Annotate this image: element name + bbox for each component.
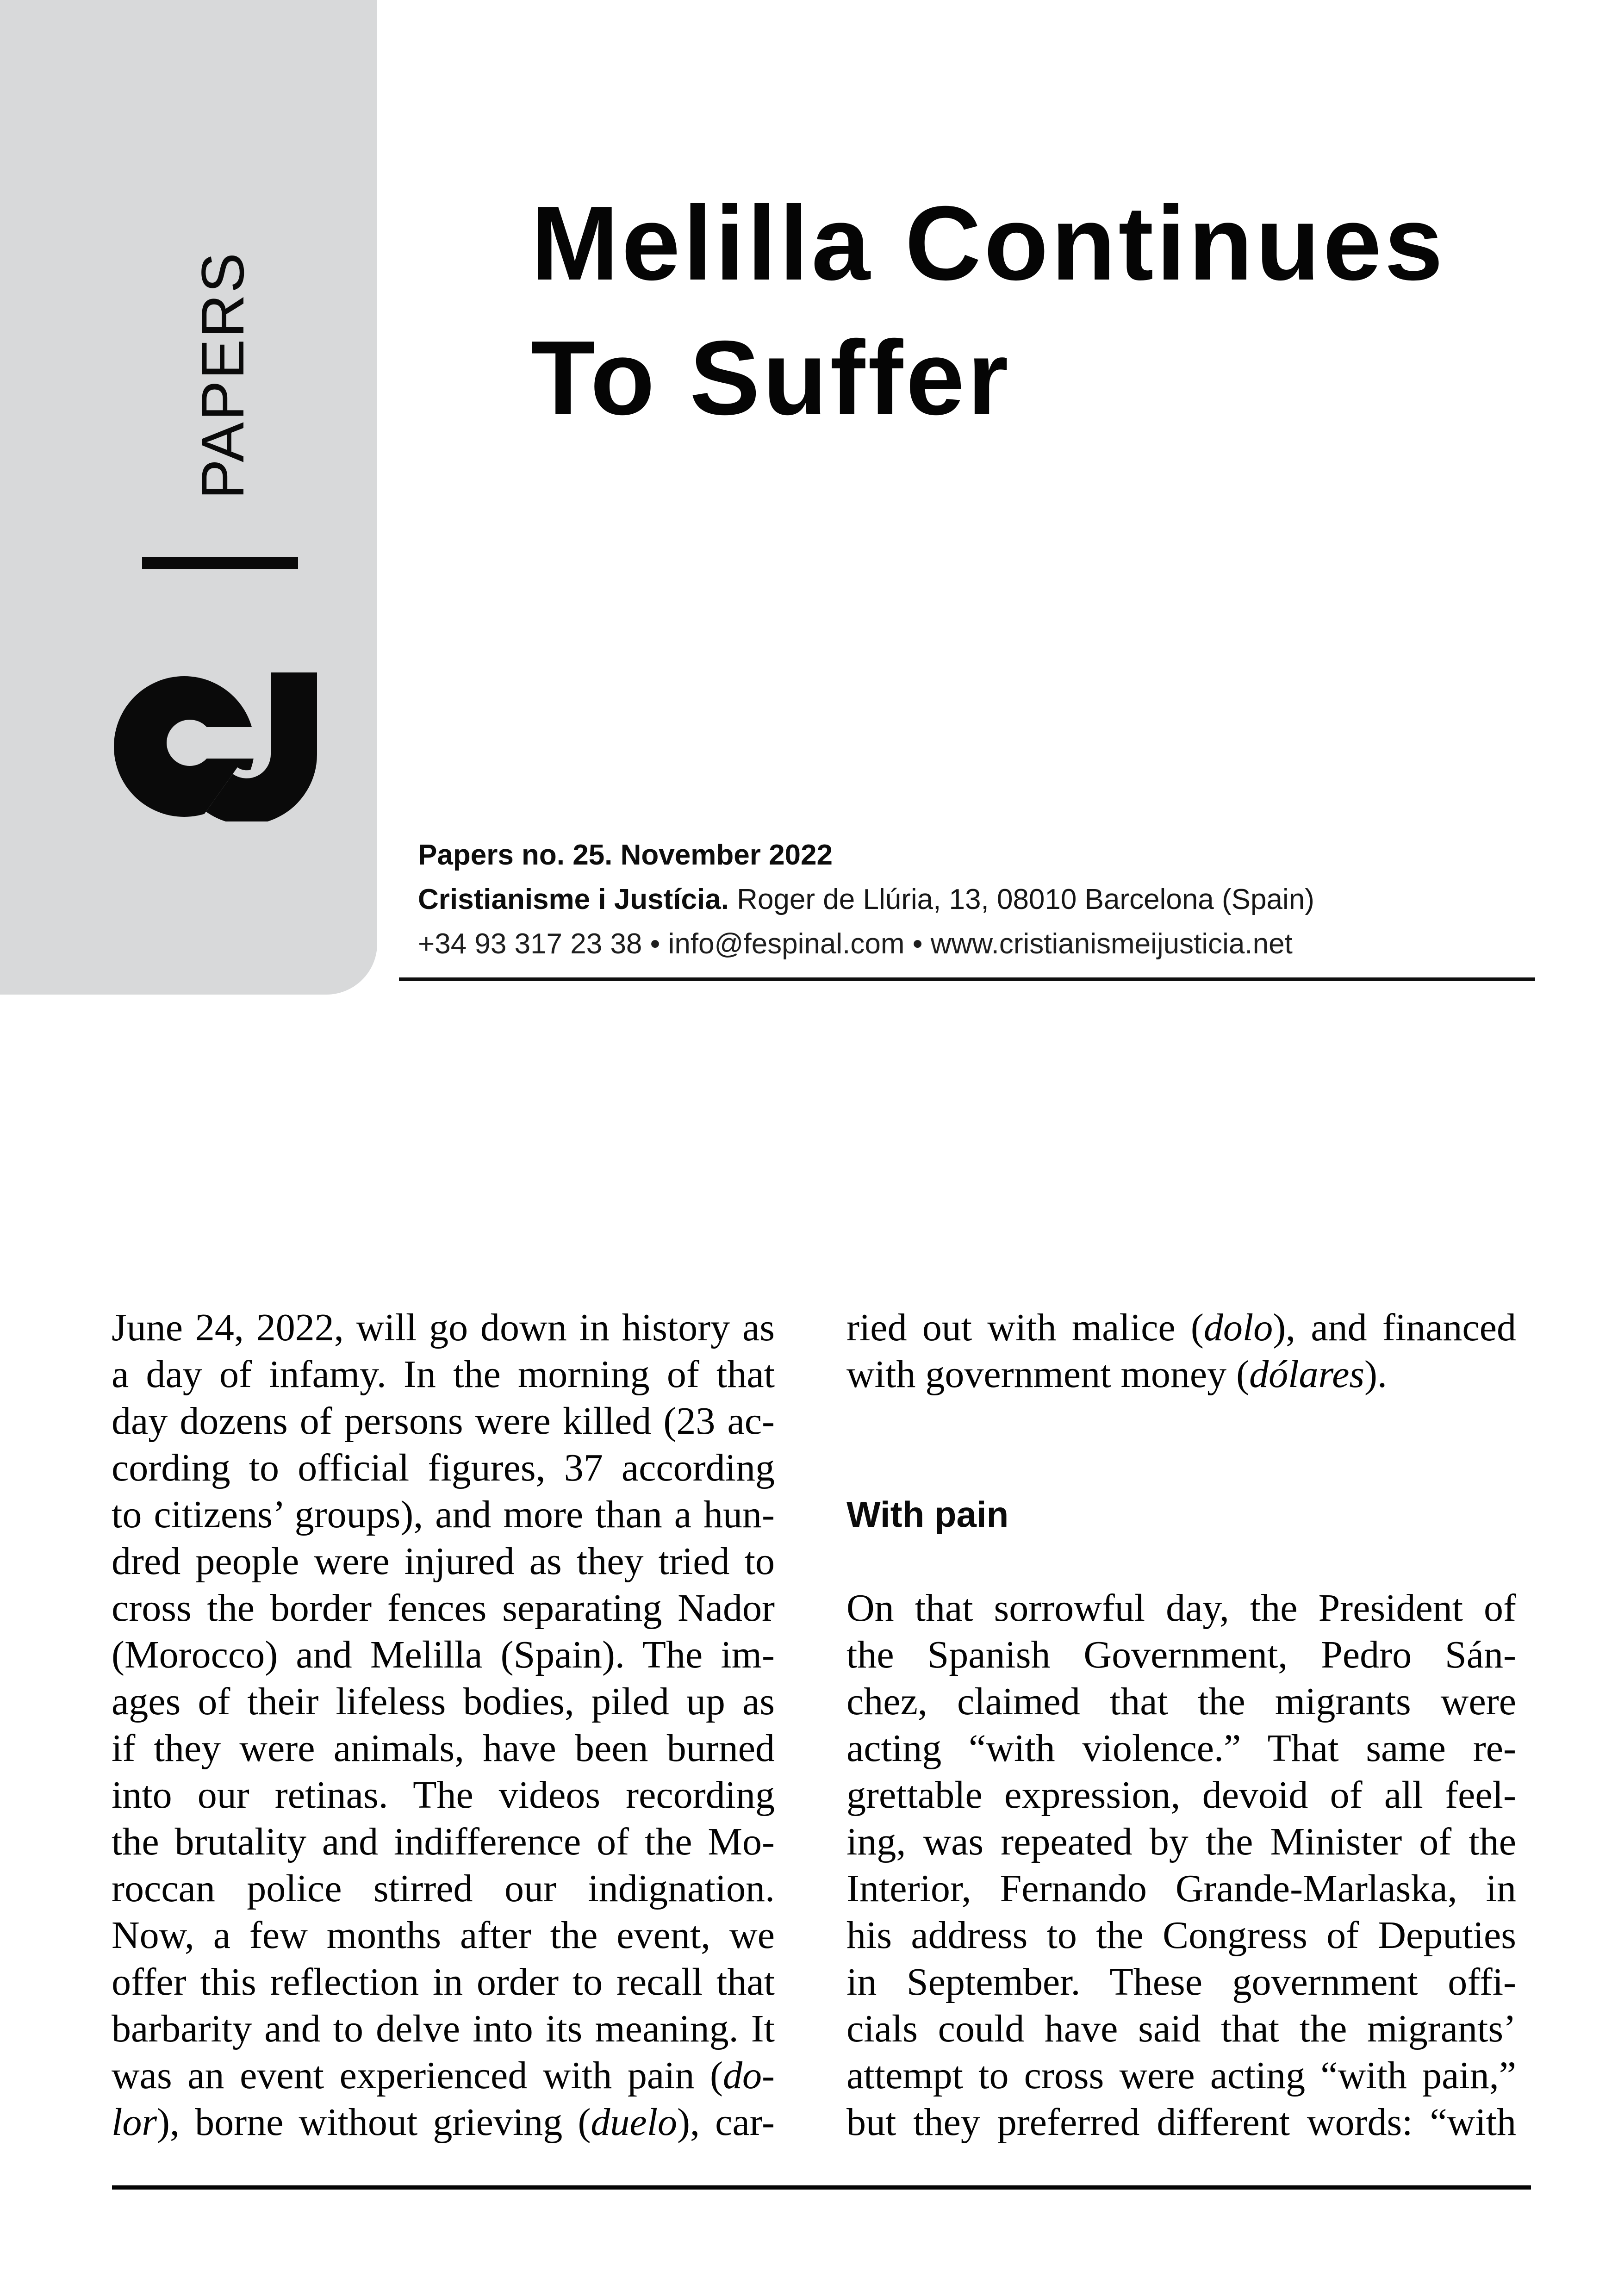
text-line: was an event experienced with pain (do-: [112, 2054, 775, 2097]
text-line: his address to the Congress of Deputies: [846, 1914, 1516, 1957]
website-link[interactable]: www.cristianismeijusticia.net: [930, 928, 1293, 960]
text-line: into our retinas. The videos recording: [112, 1773, 775, 1817]
publisher-address: Roger de Llúria, 13, 08010 Barcelona (Spain): [728, 884, 1314, 915]
header-rule: [399, 977, 1535, 981]
text-line: barbarity and to delve into its meaning. It: [112, 2007, 775, 2050]
cj-logo-graphic: [111, 669, 332, 821]
issue-line: Papers no. 25. November 2022: [418, 839, 833, 871]
footer-rule: [112, 2185, 1531, 2190]
right-column-para2: [846, 1585, 1516, 2146]
text-line: (Morocco) and Melilla (Spain). The im-: [112, 1633, 775, 1676]
text-line: cording to official figures, 37 according: [112, 1446, 775, 1489]
text-line: dred people were injured as they tried to: [112, 1540, 775, 1583]
text-line: a day of infamy. In the morning of that: [112, 1353, 775, 1396]
text-line: cials could have said that the migrants’: [846, 2007, 1516, 2050]
text-line: cross the border fences separating Nador: [112, 1587, 775, 1630]
text-line: offer this reflection in order to recall that: [112, 1960, 775, 2004]
bullet-separator: •: [642, 928, 668, 960]
email-link[interactable]: info@fespinal.com: [668, 928, 905, 960]
text-line: June 24, 2022, will go down in history as: [112, 1306, 775, 1349]
bullet-separator: •: [904, 928, 931, 960]
text-line: ried out with malice (dolo), and financed: [846, 1306, 1516, 1349]
text-line: with government money (dólares).: [846, 1353, 1388, 1396]
text-line: ing, was repeated by the Minister of the: [846, 1820, 1516, 1863]
page-title: [531, 176, 1446, 446]
section-heading: With pain: [846, 1494, 1009, 1535]
text-line: grettable expression, devoid of all feel-: [846, 1773, 1516, 1817]
title-line-2: To Suffer: [531, 319, 1011, 437]
left-column-text: [112, 1304, 775, 2146]
text-line: Interior, Fernando Grande-Marlaska, in: [846, 1867, 1516, 1910]
text-line: roccan police stirred our indignation.: [112, 1867, 775, 1910]
text-line: acting “with violence.” That same re-: [846, 1727, 1516, 1770]
logo-separator-dash: [142, 557, 298, 569]
right-column-para1: [846, 1304, 1516, 1398]
text-line: lor), borne without grieving (duelo), car-: [112, 2101, 775, 2144]
text-line: to citizens’ groups), and more than a hun-: [112, 1493, 775, 1536]
series-label: PAPERS: [189, 251, 256, 499]
publisher-line: [418, 877, 1314, 922]
publisher-name: Cristianisme i Justícia.: [418, 884, 729, 915]
text-line: ages of their lifeless bodies, piled up as: [112, 1680, 775, 1723]
text-line: in September. These government offi-: [846, 1960, 1516, 2004]
text-line: but they preferred different words: “with: [846, 2101, 1516, 2144]
text-line: the Spanish Government, Pedro Sán-: [846, 1633, 1516, 1676]
text-line: day dozens of persons were killed (23 ac-: [112, 1400, 775, 1443]
text-line: On that sorrowful day, the President of: [846, 1587, 1516, 1630]
title-line-1: Melilla Continues: [531, 185, 1446, 302]
phone-number: +34 93 317 23 38: [418, 928, 642, 960]
text-line: attempt to cross were acting “with pain,”: [846, 2054, 1516, 2097]
cj-logo: [111, 669, 332, 821]
right-column: [846, 1304, 1516, 2146]
contact-line: [418, 922, 1293, 966]
text-line: if they were animals, have been burned: [112, 1727, 775, 1770]
text-line: Now, a few months after the event, we: [112, 1914, 775, 1957]
text-line: the brutality and indifference of the Mo-: [112, 1820, 775, 1863]
text-line: chez, claimed that the migrants were: [846, 1680, 1516, 1723]
